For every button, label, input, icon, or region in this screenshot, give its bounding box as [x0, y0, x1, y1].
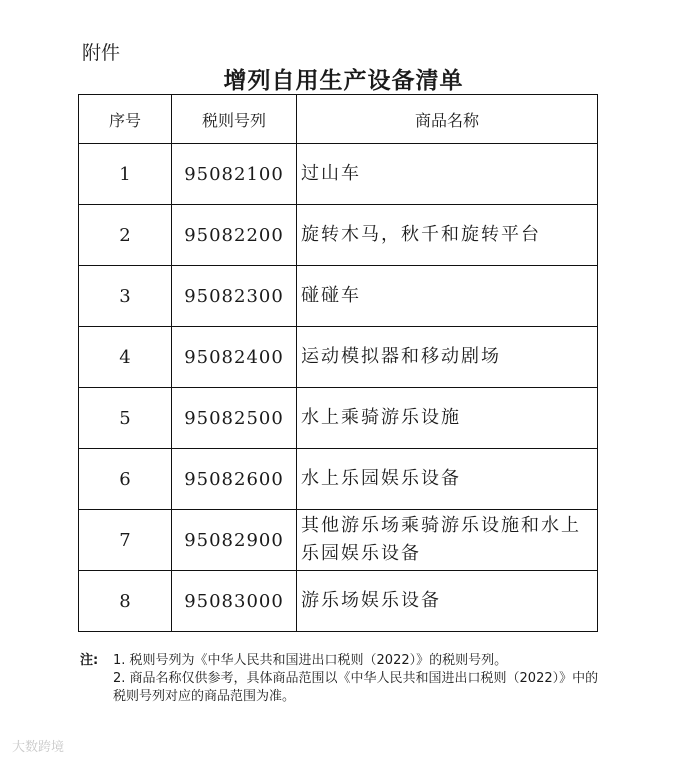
cell-seq: 3	[79, 266, 172, 327]
footnote-item: 2. 商品名称仅供参考，具体商品范围以《中华人民共和国进出口税则（2022）》中的税则号列对应的商品范围为准。	[113, 671, 599, 704]
table-row	[79, 327, 598, 388]
cell-tariff-code: 95082200	[172, 205, 297, 266]
cell-product-name: 碰碰车	[297, 266, 598, 327]
cell-product-name: 过山车	[297, 144, 598, 205]
cell-product-name: 游乐场娱乐设备	[297, 571, 598, 632]
cell-seq: 5	[79, 388, 172, 449]
table-body	[79, 144, 598, 632]
table-row	[79, 510, 598, 571]
table-row	[79, 144, 598, 205]
cell-seq: 4	[79, 327, 172, 388]
cell-seq: 7	[79, 510, 172, 571]
attachment-label: 附件	[82, 42, 121, 64]
table-row	[79, 205, 598, 266]
equipment-table	[78, 94, 598, 632]
table-header	[79, 95, 598, 144]
cell-tariff-code: 95082300	[172, 266, 297, 327]
cell-seq: 6	[79, 449, 172, 510]
table-row	[79, 388, 598, 449]
cell-tariff-code: 95082900	[172, 510, 297, 571]
page-title: 增列自用生产设备清单	[223, 68, 464, 94]
cell-product-name: 旋转木马，秋千和旋转平台	[297, 205, 598, 266]
footnote-item: 1. 税则号列为《中华人民共和国进出口税则（2022）》的税则号列。	[113, 653, 508, 668]
cell-seq: 8	[79, 571, 172, 632]
cell-tariff-code: 95082600	[172, 449, 297, 510]
table-row	[79, 449, 598, 510]
cell-tariff-code: 95082100	[172, 144, 297, 205]
cell-seq: 1	[79, 144, 172, 205]
footnote-label: 注:	[80, 653, 99, 668]
table-row	[79, 571, 598, 632]
cell-tariff-code: 95082400	[172, 327, 297, 388]
cell-product-name: 其他游乐场乘骑游乐设施和水上乐园娱乐设备	[297, 510, 598, 571]
cell-tariff-code: 95082500	[172, 388, 297, 449]
cell-product-name: 水上乘骑游乐设施	[297, 388, 598, 449]
header-tariff-code: 税则号列	[172, 95, 297, 144]
watermark: 大数跨境	[12, 740, 65, 755]
cell-seq: 2	[79, 205, 172, 266]
header-product-name: 商品名称	[297, 95, 598, 144]
cell-product-name: 运动模拟器和移动剧场	[297, 327, 598, 388]
cell-tariff-code: 95083000	[172, 571, 297, 632]
header-row	[79, 95, 598, 144]
table-row	[79, 266, 598, 327]
header-seq: 序号	[79, 95, 172, 144]
cell-product-name: 水上乐园娱乐设备	[297, 449, 598, 510]
